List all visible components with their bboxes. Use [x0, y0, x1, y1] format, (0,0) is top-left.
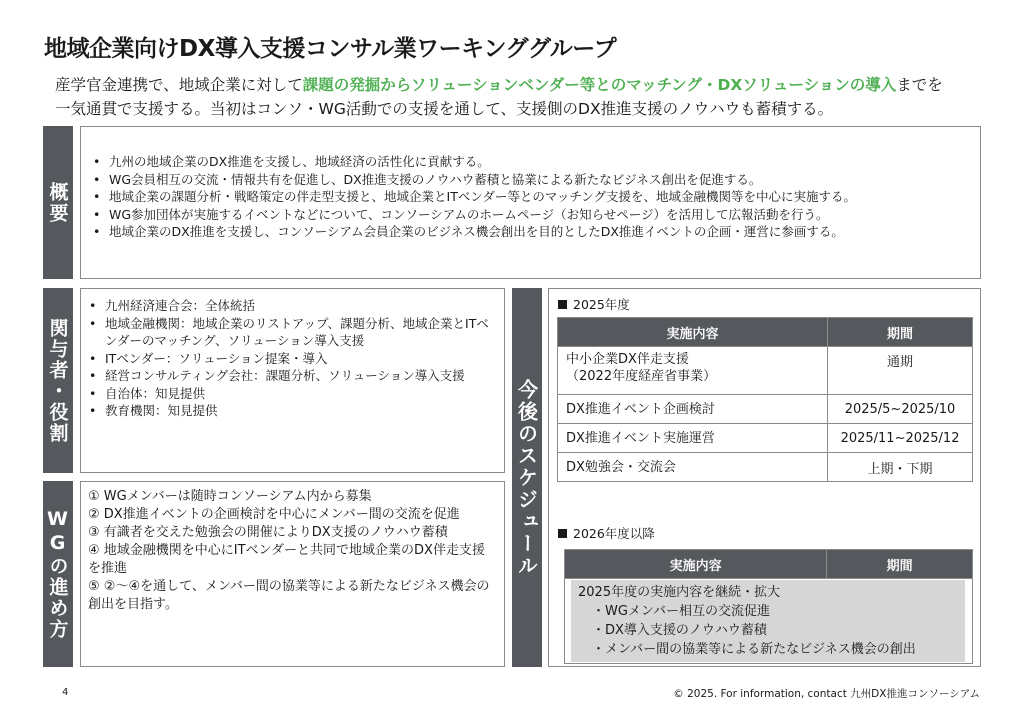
page-number: 4	[62, 687, 69, 698]
lead-line2: 一気通貫で支援する。当初はコンソ・WG活動での支援を通して、支援側のDX推進支援のノウハウも蓄積する。	[55, 100, 834, 118]
copyright: © 2025. For information, contact 九州DX推進コンソーシアム	[673, 688, 980, 700]
page-title: 地域企業向けDX導入支援コンサル業ワーキンググループ	[44, 36, 617, 62]
schedule-2026-line: ・メンバー間の協業等による新たなビジネス機会の創出	[592, 642, 916, 657]
schedule-period: 2025/11~2025/12	[828, 424, 973, 453]
list-item: • 教育機関：知見提供	[83, 402, 496, 420]
schedule-2026-line: ・DX導入支援のノウハウ蓄積	[592, 623, 767, 638]
schedule-tab: 今後のスケジュール	[512, 288, 542, 667]
overview-box	[80, 126, 981, 279]
table-row	[558, 347, 973, 395]
overview-list	[87, 153, 972, 241]
list-item: • 自治体：知見提供	[83, 385, 496, 403]
list-item: ① WGメンバーは随時コンソーシアム内から募集	[88, 489, 372, 504]
schedule-2026-line: 2025年度の実施内容を継続・拡大	[578, 585, 781, 600]
col-period-header: 期間	[828, 318, 973, 347]
schedule-period: 2025/5~2025/10	[828, 395, 973, 424]
roles-box	[80, 288, 505, 473]
lead-highlight: 課題の発掘からソリューションベンダー等とのマッチング・DXソリューションの導入	[302, 76, 897, 94]
list-item: ④ 地域金融機関を中心にITベンダーと共同で地域企業のDX伴走支援を推進	[88, 543, 485, 576]
schedule-period: 通期	[828, 347, 973, 395]
lead-part1: 産学官金連携で、地域企業に対して	[55, 76, 303, 94]
table-row	[558, 424, 973, 453]
overview-tab: 概要	[43, 126, 73, 279]
schedule-2026-table	[564, 549, 973, 579]
lead-text	[55, 73, 995, 121]
list-item: • 九州の地域企業のDX推進を支援し、地域経済の活性化に貢献する。	[87, 153, 972, 171]
list-item: • 地域金融機関：地域企業のリストアップ、課題分析、地域企業とITベンダーのマッチング、ソリューション導入支援	[83, 315, 496, 350]
schedule-2026-heading: 2026年度以降	[558, 524, 655, 542]
col-period-header: 期間	[827, 550, 973, 579]
list-item: ② DX推進イベントの企画検討を中心にメンバー間の交流を促進	[88, 507, 460, 522]
schedule-2025-table	[557, 317, 973, 482]
square-bullet-icon	[558, 300, 567, 309]
list-item: • WG会員相互の交流・情報共有を促進し、DX推進支援のノウハウ蓄積と協業による新たなビジネス創出を促進する。	[87, 171, 972, 189]
square-bullet-icon	[558, 529, 567, 538]
schedule-item: DX推進イベント企画検討	[558, 395, 828, 424]
schedule-item: DX推進イベント実施運営	[558, 424, 828, 453]
wg-tab: WGの進め方	[43, 481, 73, 667]
table-row	[558, 453, 973, 482]
table-row	[558, 395, 973, 424]
list-item: • 地域企業のDX推進を支援し、コンソーシアム会員企業のビジネス機会創出を目的としたDX推進イベントの企画・運営に参画する。	[87, 223, 972, 241]
col-content-header: 実施内容	[558, 318, 828, 347]
col-content-header: 実施内容	[565, 550, 827, 579]
list-item: • 地域企業の課題分析・戦略策定の伴走型支援と、地域企業とITベンダー等とのマッチング支援を、地域金融機関等を中心に実施する。	[87, 188, 972, 206]
list-item: • 経営コンサルティング会社：課題分析、ソリューション導入支援	[83, 367, 496, 385]
lead-part2: までを	[896, 76, 943, 94]
list-item: ③ 有識者を交えた勉強会の開催によりDX支援のノウハウ蓄積	[88, 525, 448, 540]
wg-list	[88, 488, 496, 614]
list-item: • 九州経済連合会：全体統括	[83, 297, 496, 315]
roles-list	[83, 297, 496, 420]
schedule-period: 上期・下期	[828, 453, 973, 482]
list-item: • WG参加団体が実施するイベントなどについて、コンソーシアムのホームページ（お知らせページ）を活用して広報活動を行う。	[87, 206, 972, 224]
schedule-item: DX勉強会・交流会	[558, 453, 828, 482]
roles-tab: 関与者・役割	[43, 288, 73, 473]
list-item: • ITベンダー：ソリューション提案・導入	[83, 350, 496, 368]
schedule-item: 中小企業DX伴走支援 （2022年度経産省事業）	[558, 347, 828, 395]
list-item: ⑤ ②～④を通して、メンバー間の協業等による新たなビジネス機会の創出を目指す。	[88, 579, 490, 612]
schedule-2025-heading: 2025年度	[558, 295, 630, 313]
schedule-2026-line: ・WGメンバー相互の交流促進	[592, 604, 771, 619]
wg-box	[80, 481, 505, 667]
schedule-2026-content	[571, 580, 965, 662]
